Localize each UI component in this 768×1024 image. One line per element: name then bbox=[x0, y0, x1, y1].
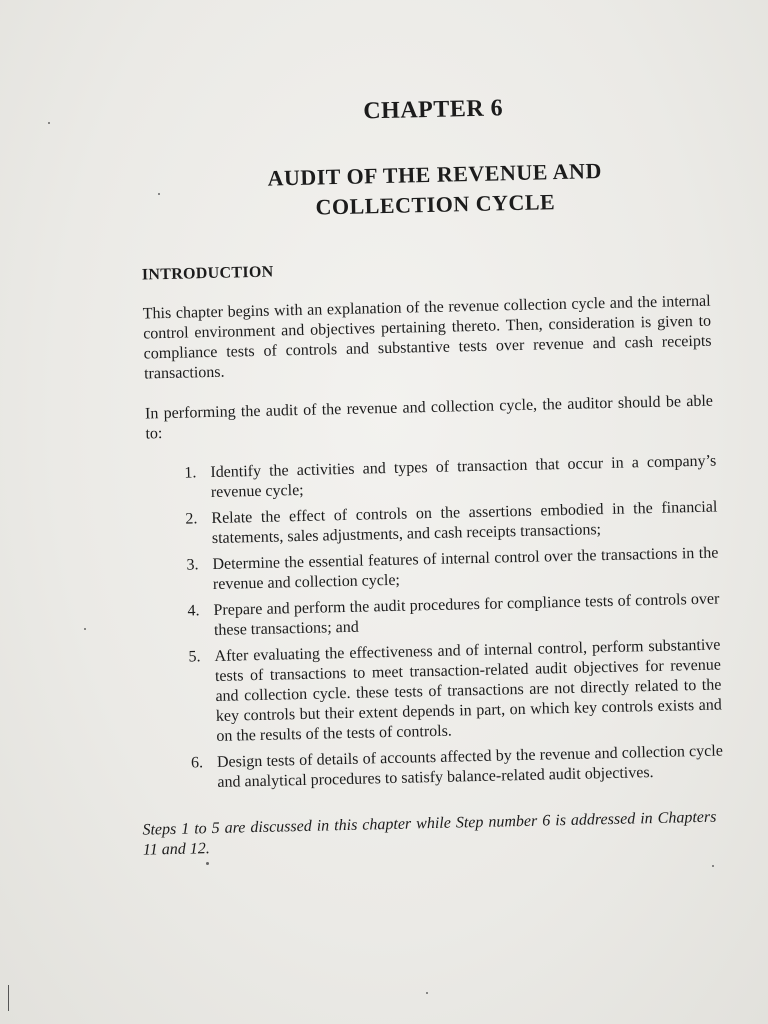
page-content bbox=[118, 91, 725, 861]
list-item-number: 1. bbox=[184, 464, 197, 482]
list-item bbox=[130, 635, 722, 748]
list-item-text: Design tests of details of accounts affected by the revenue and collection cycle and analytical procedures to satisfy balance-related audit objectives. bbox=[216, 742, 724, 791]
scan-edge-mark bbox=[8, 985, 9, 1011]
list-item-text: Relate the effect of controls on the assertions embodied in the financial statements, sales adjustments, and cash receipts transactions; bbox=[211, 498, 718, 547]
list-item bbox=[128, 543, 719, 596]
scan-speck bbox=[426, 992, 428, 994]
list-item bbox=[127, 498, 718, 551]
list-item-number: 3. bbox=[186, 556, 199, 574]
scan-speck bbox=[712, 865, 714, 867]
closing-note: Steps 1 to 5 are discussed in this chapter while Step number 6 is addressed in Chapters 11 and 12. bbox=[142, 808, 717, 859]
chapter-title-line-2: COLLECTION CYCLE bbox=[315, 189, 556, 220]
chapter-label: CHAPTER 6 bbox=[363, 95, 504, 125]
scan-speck bbox=[84, 628, 86, 630]
list-item bbox=[133, 741, 724, 794]
chapter-title-line-1: AUDIT OF THE REVENUE AND bbox=[267, 158, 603, 191]
list-item-text: Determine the essential features of internal control over the transactions in the revenue and collection cycle; bbox=[212, 544, 719, 593]
list-item-number: 5. bbox=[188, 648, 201, 666]
objectives-list bbox=[126, 452, 723, 795]
list-item-text: Identify the activities and types of transaction that occur in a company’s revenue cycle; bbox=[210, 452, 717, 501]
scan-speck bbox=[48, 122, 50, 124]
scan-speck bbox=[158, 193, 160, 195]
section-heading: INTRODUCTION bbox=[141, 263, 274, 284]
list-item bbox=[129, 589, 720, 642]
list-item bbox=[126, 452, 717, 505]
list-item-text: After evaluating the effectiveness and of internal control, perform substantive tests of transactions to meet transaction-related audit objectives for revenue and collection cycle. these tests of transactions are not directly related to the key controls but their extent depends in part, on which key controls exists and on the results of the tests of controls. bbox=[214, 636, 722, 745]
lead-in-paragraph: In performing the audit of the revenue and collection cycle, the auditor should be able to: bbox=[144, 392, 714, 443]
list-item-text: Prepare and perform the audit procedures for compliance tests of controls over these transactions; and bbox=[213, 590, 720, 639]
list-item-number: 6. bbox=[190, 754, 204, 772]
chapter-title bbox=[119, 154, 710, 227]
list-item-number: 4. bbox=[187, 602, 200, 620]
scan-speck bbox=[206, 862, 209, 865]
list-item-number: 2. bbox=[185, 510, 198, 528]
intro-paragraph: This chapter begins with an explanation of the revenue collection cycle and the internal control environment and objectives pertaining thereto. Then, consideration is given to compliance tests of controls and substantive tests over revenue and cash receipts transactions. bbox=[142, 292, 712, 383]
